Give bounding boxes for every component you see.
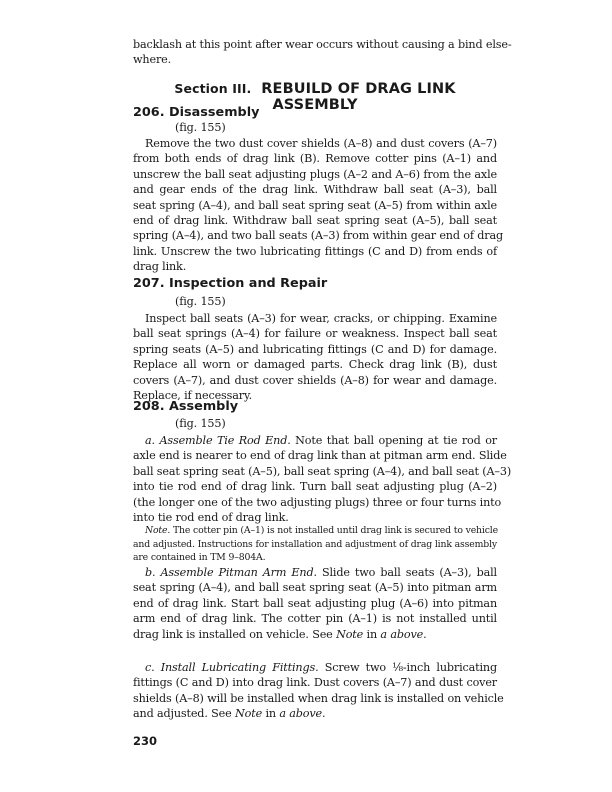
text-line: arm end of drag link. The cotter pin (A–1) is not installed until <box>133 612 497 626</box>
text-line: axle end is nearer to end of drag link than at pitman arm end. Slide <box>133 449 507 463</box>
heading-206: 206. Disassembly <box>133 105 260 120</box>
text-line: c. Install Lubricating Fittings. Screw two ⅛-inch lubricating <box>145 661 497 674</box>
text-line: ball seat springs (A–4) for failure or weakness. Inspect ball seat <box>133 327 497 341</box>
text-line: drag link is installed on vehicle. See Note in a above. <box>133 627 427 641</box>
text-line: backlash at this point after wear occurs without causing a bind else- <box>133 38 512 51</box>
text-line: fittings (C and D) into drag link. Dust covers (A–7) and dust cover <box>133 676 497 690</box>
text-line: a. Assemble Tie Rod End. Note that ball opening at tie rod or <box>145 434 497 447</box>
text-line: Replace all worn or damaged parts. Check drag link (B), dust <box>133 358 497 372</box>
text-line: shields (A–8) will be installed when drag link is installed on vehicle <box>133 691 504 705</box>
text-line: are contained in TM 9–804A. <box>133 552 266 563</box>
text-line: covers (A–7), and dust cover shields (A–8) for wear and damage. <box>133 373 497 387</box>
text-line: link. Unscrew the two lubricating fittings (C and D) from ends of <box>133 244 497 258</box>
text-line: end of drag link. Start ball seat adjusting plug (A–6) into pitman <box>133 596 497 610</box>
paragraph-208b <box>133 565 497 642</box>
paragraph-207 <box>133 311 497 403</box>
text-line: (the longer one of the two adjusting plugs) three or four turns into <box>133 495 502 509</box>
fig-ref-208: (fig. 155) <box>175 417 226 430</box>
text-line: end of drag link. Withdraw ball seat spring seat (A–5), ball seat <box>133 213 497 227</box>
text-line: and gear ends of the drag link. Withdraw ball seat (A–3), ball <box>133 183 497 197</box>
text-line: Replace, if necessary. <box>133 388 253 402</box>
text-line: seat spring (A–4), and ball seat spring seat (A–5) into pitman arm <box>133 581 497 595</box>
text-line: where. <box>133 53 172 67</box>
text-line: spring (A–4), and two ball seats (A–3) from within gear end of drag <box>133 229 503 243</box>
text-line: from both ends of drag link (B). Remove cotter pins (A–1) and <box>133 152 497 166</box>
heading-207: 207. Inspection and Repair <box>133 276 328 291</box>
intro-paragraph <box>133 37 512 68</box>
section-title: REBUILD OF DRAG LINK ASSEMBLY <box>261 81 456 113</box>
page-number: 230 <box>133 734 158 748</box>
fig-ref-206: (fig. 155) <box>175 121 226 134</box>
section-label: Section III. <box>174 81 252 96</box>
text-line: seat spring (A–4), and ball seat spring seat (A–5) from within axle <box>133 198 497 212</box>
text-line: spring seats (A–5) and lubricating fittings (C and D) for damage. <box>133 342 497 356</box>
paragraph-208c <box>133 660 504 722</box>
text-line: Inspect ball seats (A–3) for wear, cracks, or chipping. Examine <box>145 312 497 325</box>
heading-208: 208. Assembly <box>133 399 239 414</box>
text-line: ball seat spring seat (A–5), ball seat spring (A–4), and ball seat (A–3) <box>133 464 512 478</box>
text-line: Remove the two dust cover shields (A–8) and dust covers (A–7) <box>145 137 497 150</box>
paragraph-206 <box>133 136 503 275</box>
text-line: unscrew the ball seat adjusting plugs (A–2 and A–6) from the axle <box>133 167 497 181</box>
text-line: and adjusted. See Note in a above. <box>133 707 326 721</box>
paragraph-208a <box>133 433 512 525</box>
text-line: into tie rod end of drag link. Turn ball seat adjusting plug (A–2) <box>133 480 497 494</box>
text-line: Note. The cotter pin (A–1) is not installed until drag link is secured to vehicle <box>145 525 498 536</box>
text-line: drag link. <box>133 260 187 274</box>
note-208 <box>133 524 497 565</box>
text-line: and adjusted. Instructions for installation and adjustment of drag link assembly <box>133 538 497 550</box>
text-line: b. Assemble Pitman Arm End. Slide two ball seats (A–3), ball <box>145 566 497 579</box>
text-line: into tie rod end of drag link. <box>133 510 289 524</box>
fig-ref-207: (fig. 155) <box>175 295 226 308</box>
